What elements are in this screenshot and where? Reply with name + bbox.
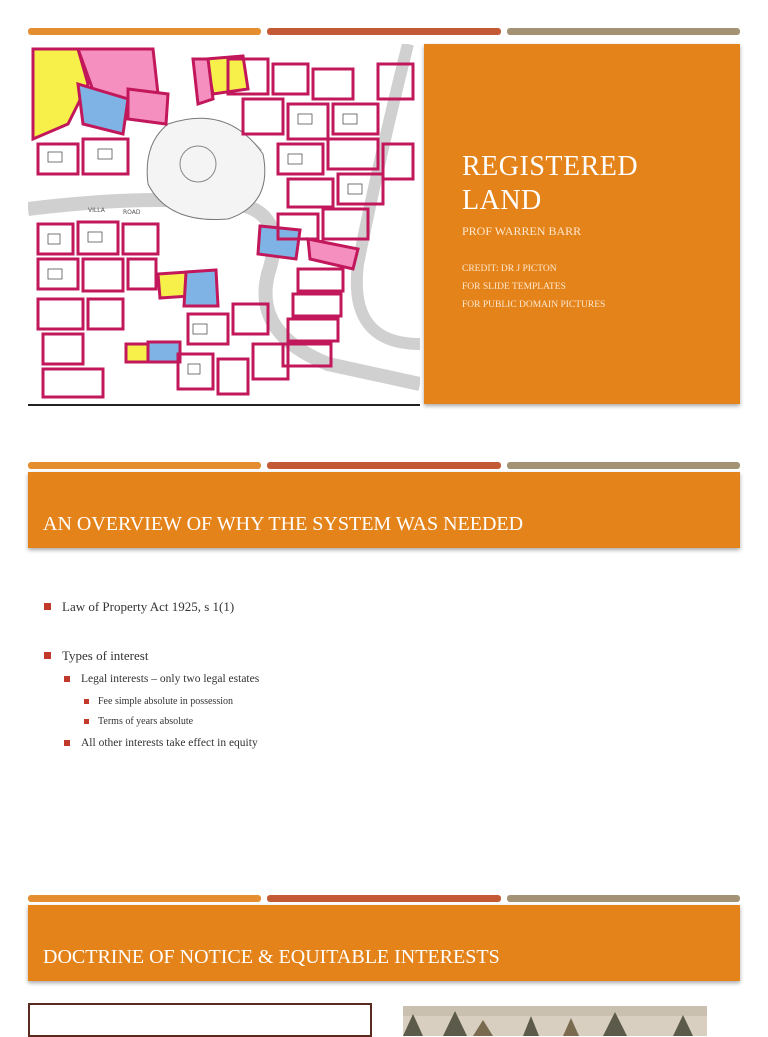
accent-bar [267,895,500,902]
accent-bars-top [28,28,740,35]
accent-bar [507,28,740,35]
accent-bar [507,462,740,469]
bullet-square-icon [44,603,51,610]
accent-bars-slide2 [28,462,740,469]
bullet-square-icon [44,652,51,659]
title-line: LAND [462,185,542,216]
credit-line: FOR SLIDE TEMPLATES [462,282,566,292]
bullet-text: Law of Property Act 1925, s 1(1) [62,599,235,614]
presenter-name: PROF WARREN BARR [462,224,582,238]
landscape-photo [403,1006,707,1036]
content-box [28,1003,372,1037]
credit-line: FOR PUBLIC DOMAIN PICTURES [462,300,606,310]
title-panel [424,44,740,404]
map-label: VILLA [88,207,105,214]
section-title: AN OVERVIEW OF WHY THE SYSTEM WAS NEEDED [43,513,524,535]
sub-sub-bullet-item [84,716,193,727]
sub-bullet-item [64,737,258,749]
accent-bar [267,462,500,469]
accent-bar [28,895,261,902]
sub-sub-bullet-item [84,696,233,707]
accent-bar [507,895,740,902]
bullet-square-icon [84,699,89,704]
map-label: ROAD [123,209,141,216]
bullet-text: Fee simple absolute in possession [98,696,233,707]
land-registry-map [28,44,420,406]
accent-bars-slide3 [28,895,740,902]
bullet-text: Terms of years absolute [98,716,194,727]
accent-bar [28,28,261,35]
sub-bullet-item [64,673,259,685]
accent-bar [267,28,500,35]
bullet-square-icon [64,740,70,746]
bullet-text: Legal interests – only two legal estates [81,673,260,685]
bullet-item [44,648,148,664]
slide-title [462,150,638,218]
bullet-text: All other interests take effect in equity [81,737,258,749]
title-line: REGISTERED [462,151,639,182]
bullet-square-icon [84,719,89,724]
section-header [28,905,740,981]
section-header [28,472,740,548]
map-drawing [28,44,420,404]
section-title: DOCTRINE OF NOTICE & EQUITABLE INTERESTS [43,946,500,968]
bullet-item [44,599,234,615]
accent-bar [28,462,261,469]
bullet-square-icon [64,676,70,682]
credit-line: CREDIT: DR J PICTON [462,264,557,274]
bullet-text: Types of interest [62,648,149,663]
photo-drawing [403,1006,707,1036]
